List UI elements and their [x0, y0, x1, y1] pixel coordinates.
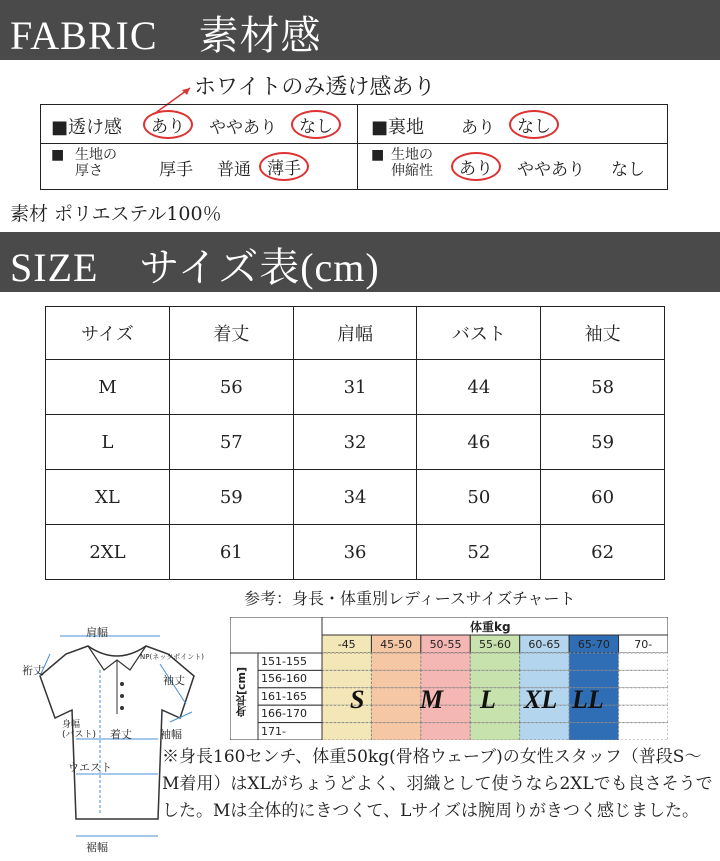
chart-cell	[569, 723, 618, 740]
sheer-option-nashi: なし	[291, 110, 341, 139]
sheer-label: ■透け感	[51, 117, 123, 138]
table-cell: 58	[541, 360, 665, 415]
diagram-label-sleeve: 袖丈	[163, 674, 185, 687]
diagram-label-np: NP(ネックポイント)	[140, 653, 204, 661]
stretch-option-ari: あり	[451, 152, 501, 181]
size-header-band	[0, 232, 720, 292]
weight-axis-title: 体重kg	[470, 620, 511, 634]
weight-label: 55-60	[479, 638, 511, 651]
chart-cell	[619, 670, 668, 687]
table-cell: 32	[293, 415, 417, 470]
height-label: 151-155	[261, 655, 307, 668]
diagram-label-waist: ウエスト	[68, 761, 112, 774]
sheer-option-ari: あり	[143, 110, 193, 139]
table-cell: 57	[169, 415, 293, 470]
lining-option-nashi: なし	[509, 110, 559, 139]
chart-cell	[421, 653, 470, 670]
table-cell: 44	[417, 360, 541, 415]
chart-cell	[371, 723, 420, 740]
table-cell: 50	[417, 470, 541, 525]
header-length: 着丈	[169, 307, 293, 360]
size-letter-label: LL	[572, 685, 604, 714]
table-row	[46, 415, 665, 470]
header-sleeve: 袖丈	[541, 307, 665, 360]
table-cell: 61	[169, 525, 293, 580]
height-label: 166-170	[261, 707, 307, 721]
chart-cell	[619, 723, 668, 740]
header-shoulder: 肩幅	[293, 307, 417, 360]
height-label: 171-	[261, 724, 286, 738]
lining-option-ari: あり	[461, 118, 495, 138]
table-cell: XL	[46, 470, 170, 525]
table-cell: 62	[541, 525, 665, 580]
header-size: サイズ	[46, 307, 170, 360]
diagram-label-cuff: 袖幅	[160, 728, 182, 741]
weight-label: 50-55	[429, 638, 462, 651]
thickness-bullet: ■	[51, 147, 65, 163]
diagram-label-sleeve-length: 裄丈	[22, 664, 44, 677]
chart-cell	[619, 705, 668, 722]
table-cell: 2XL	[46, 525, 170, 580]
weight-label: 65-70	[577, 638, 610, 651]
diagram-label-bust-bottom: (バスト)	[62, 730, 97, 740]
chart-cell	[371, 670, 420, 687]
chart-cell	[470, 653, 519, 670]
chart-cell	[619, 653, 668, 670]
table-cell: M	[46, 360, 170, 415]
material-text: 素材 ポリエステル100％	[10, 203, 222, 225]
thickness-option-thin: 薄手	[259, 152, 309, 181]
callout-text: ホワイトのみ透け感あり	[194, 75, 436, 100]
stretch-label	[391, 147, 433, 179]
thickness-label-bottom: 厚さ	[75, 163, 103, 179]
height-axis-title: 身長[cm]	[235, 667, 248, 718]
chart-cell	[371, 653, 420, 670]
weight-label: -45	[337, 638, 356, 651]
weight-label: 60-65	[528, 638, 561, 651]
stretch-label-top: 生地の	[391, 147, 433, 163]
table-row	[46, 470, 665, 525]
size-chart	[230, 617, 668, 740]
diagram-label-body-length: 着丈	[110, 728, 132, 741]
diagram-label-hem: 裾幅	[86, 841, 108, 854]
sheer-option-yaya: ややあり	[209, 118, 277, 138]
diagram-label-bust	[62, 720, 96, 740]
thickness-label	[75, 147, 117, 179]
table-cell: 60	[541, 470, 665, 525]
diagram-label-shoulder: 肩幅	[86, 626, 108, 639]
thickness-label-top: 生地の	[75, 147, 117, 163]
size-header: SIZE サイズ表(cm)	[10, 245, 380, 290]
chart-cell	[371, 688, 420, 705]
stretch-option-yaya: ややあり	[517, 160, 585, 180]
stretch-label-bottom: 伸縮性	[391, 163, 433, 179]
lining-label: ■裏地	[371, 117, 425, 138]
fitting-note: ※身長160センチ、体重50kg(骨格ウェーブ)の女性スタッフ（普段S～M着用）はXLがちょうどよく、羽織として使うなら2XLでも良さそうでした。Mは全体的にきつくて、Lサイズは腕周りがきつく感じました。	[162, 747, 713, 821]
fabric-header: FABRIC 素材感	[10, 13, 322, 58]
chart-cell	[371, 705, 420, 722]
header-bust: バスト	[417, 307, 541, 360]
table-cell: 36	[293, 525, 417, 580]
table-cell: 46	[417, 415, 541, 470]
table-cell: 34	[293, 470, 417, 525]
weight-label: 45-50	[380, 638, 413, 651]
table-cell: 59	[541, 415, 665, 470]
stretch-option-nashi: なし	[611, 160, 645, 180]
size-letter-label: S	[350, 685, 365, 714]
stretch-bullet: ■	[371, 147, 385, 163]
chart-cell	[421, 723, 470, 740]
size-letter-label: M	[420, 685, 444, 714]
thickness-option-normal: 普通	[217, 160, 251, 180]
chart-cell	[322, 653, 371, 670]
table-cell: 31	[293, 360, 417, 415]
thickness-option-thick: 厚手	[159, 160, 193, 180]
chart-cell	[322, 723, 371, 740]
table-row	[46, 360, 665, 415]
table-cell: 56	[169, 360, 293, 415]
size-letter-label: XL	[524, 685, 558, 714]
reference-title: 参考：身長・体重別レディースサイズチャート	[244, 589, 576, 608]
fabric-header-band	[0, 0, 720, 60]
chart-cell	[520, 653, 569, 670]
size-letter-label: L	[480, 685, 496, 714]
diagram-label-bust-top: 身幅	[62, 720, 81, 730]
height-label: 156-160	[261, 672, 307, 686]
chart-cell	[619, 688, 668, 705]
table-cell: 59	[169, 470, 293, 525]
table-cell: 52	[417, 525, 541, 580]
size-table	[45, 306, 665, 580]
table-row	[46, 525, 665, 580]
size-table-header-row	[46, 307, 665, 360]
height-label: 161-165	[261, 689, 307, 703]
chart-cell	[520, 723, 569, 740]
chart-cell	[470, 723, 519, 740]
fabric-table	[40, 104, 668, 190]
chart-cell	[569, 653, 618, 670]
table-cell: L	[46, 415, 170, 470]
weight-label: 70-	[634, 638, 653, 651]
